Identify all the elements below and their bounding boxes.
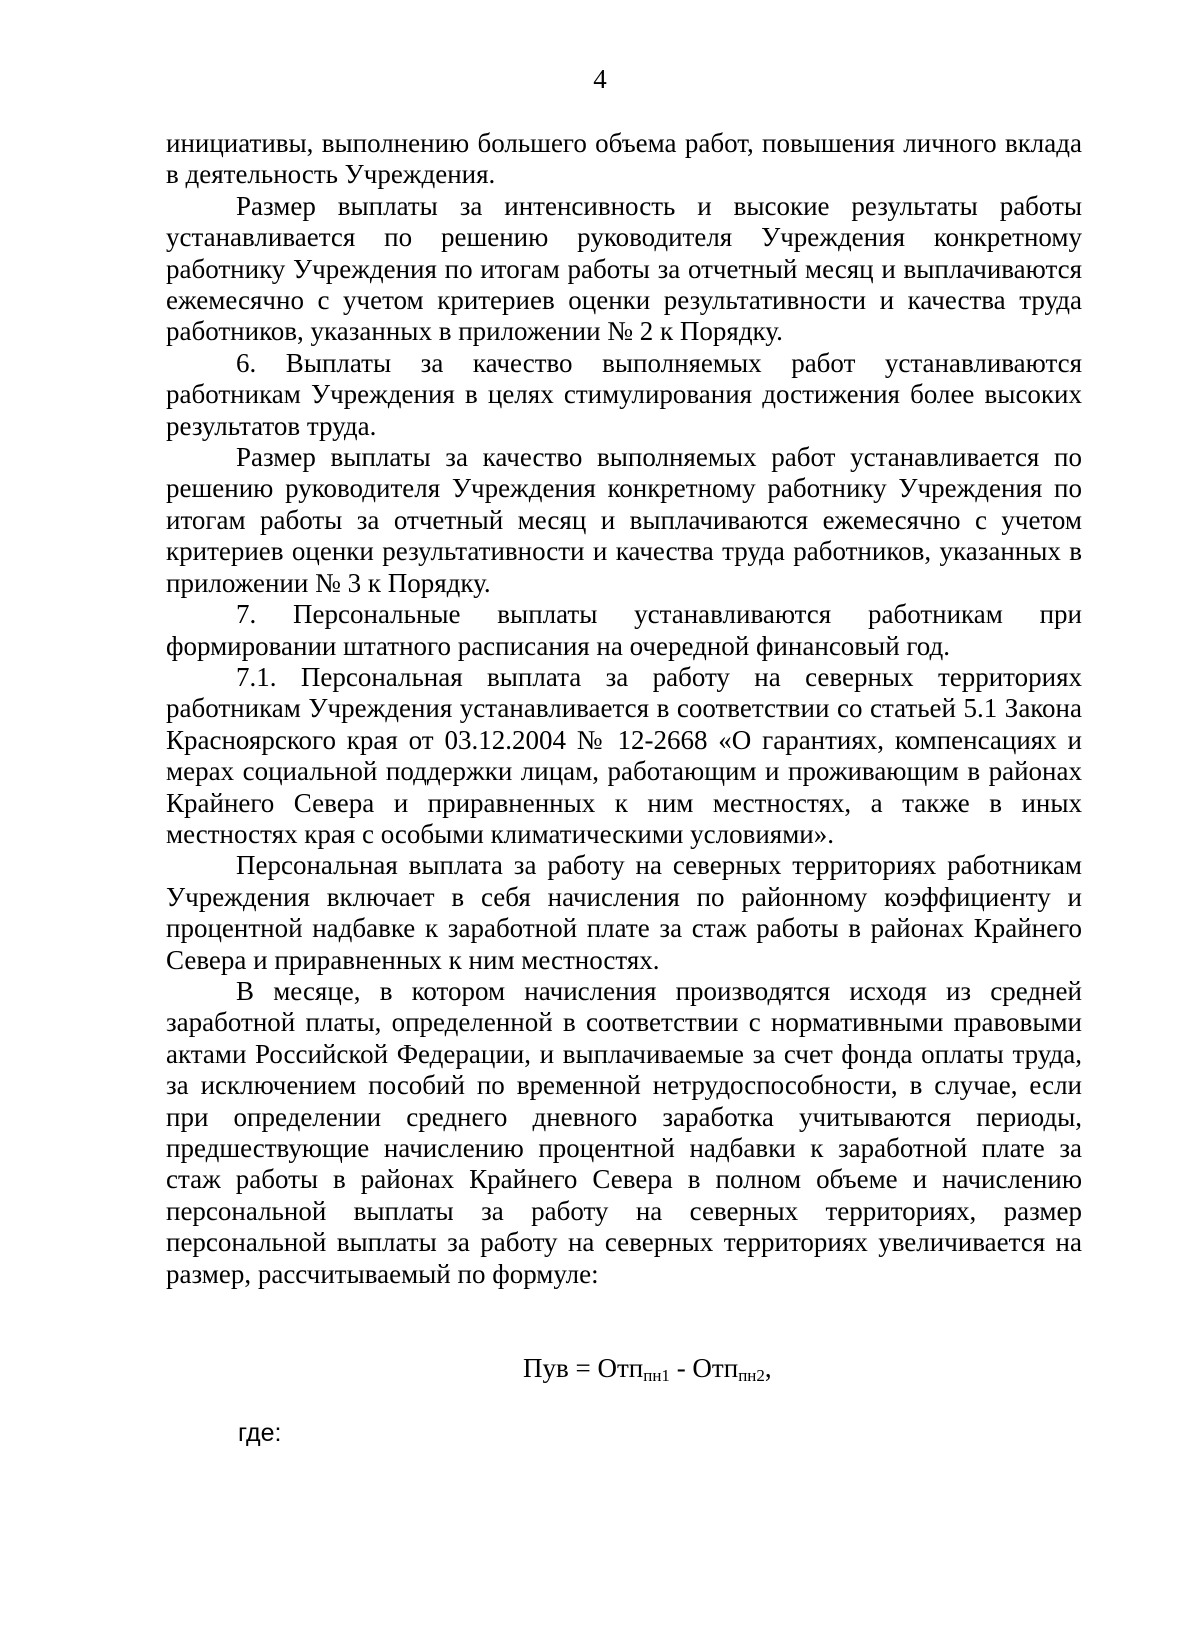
paragraph-item-7: 7. Персональные выплаты устанавливаются работникам при формировании штатного расписания на очередной финансовый год. xyxy=(166,599,1082,661)
paragraph-item-6: 6. Выплаты за качество выполняемых работ устанавливаются работникам Учреждения в целях стимулирования достижения более высоких результатов труда. xyxy=(166,347,1082,441)
paragraph-continuation: инициативы, выполнению большего объема работ, повышения личного вклада в деятельность Учреждения. xyxy=(166,128,1082,190)
formula xyxy=(523,1352,772,1392)
formula-lhs: Пув = Отп xyxy=(523,1353,644,1383)
formula-tail: , xyxy=(764,1353,772,1383)
paragraph-quality-payment-size: Размер выплаты за качество выполняемых работ устанавливается по решению руководителя Учреждения конкретному работнику Учреждения по итогам работы за отчетный месяц и выплачиваются ежемесячно с учетом критериев оценки результативности и качества труда работников, указанных в приложении № 3 к Порядку. xyxy=(166,442,1082,598)
page-number: 4 xyxy=(593,64,607,94)
document-body xyxy=(166,128,1082,1290)
where-label: где: xyxy=(238,1419,282,1447)
paragraph-average-earnings: В месяце, в котором начисления производятся исходя из средней заработной платы, определенной в соответствии с нормативными правовыми актами Российской Федерации, и выплачиваемые за счет фонда оплаты труда, за исключением пособий по временной нетрудоспособности, в случае, если при определении среднего дневного заработка учитываются периоды, предшествующие начислению процентной надбавки к заработной плате за стаж работы в районах Крайнего Севера в полном объеме и начислению персональной выплаты за работу на северных территориях, размер персональной выплаты за работу на северных территориях увеличивается на размер, рассчитываемый по формуле: xyxy=(166,975,1082,1289)
formula-subscript-2: пн2 xyxy=(738,1366,765,1385)
paragraph-item-7-1: 7.1. Персональная выплата за работу на северных территориях работникам Учреждения устанавливается в соответствии со статьей 5.1 Закона Красноярского края от 03.12.2004 № 12-2668 «О гарантиях, компенсациях и мерах социальной поддержки лицам, работающим и проживающим в районах Крайнего Севера и приравненных к ним местностях, а также в иных местностях края с особыми климатическими условиями». xyxy=(166,661,1082,849)
formula-subscript-1: пн1 xyxy=(643,1366,670,1385)
paragraph-northern-payment: Персональная выплата за работу на северных территориях работникам Учреждения включает в себя начисления по районному коэффициенту и процентной надбавке к заработной плате за стаж работы в районах Крайнего Севера и приравненных к ним местностях. xyxy=(166,850,1082,975)
formula-operator: - Отп xyxy=(669,1353,739,1383)
paragraph-intensity-payment: Размер выплаты за интенсивность и высокие результаты работы устанавливается по решению руководителя Учреждения конкретному работнику Учреждения по итогам работы за отчетный месяц и выплачиваются ежемесячно с учетом критериев оценки результативности и качества труда работников, указанных в приложении № 2 к Порядку. xyxy=(166,190,1082,347)
